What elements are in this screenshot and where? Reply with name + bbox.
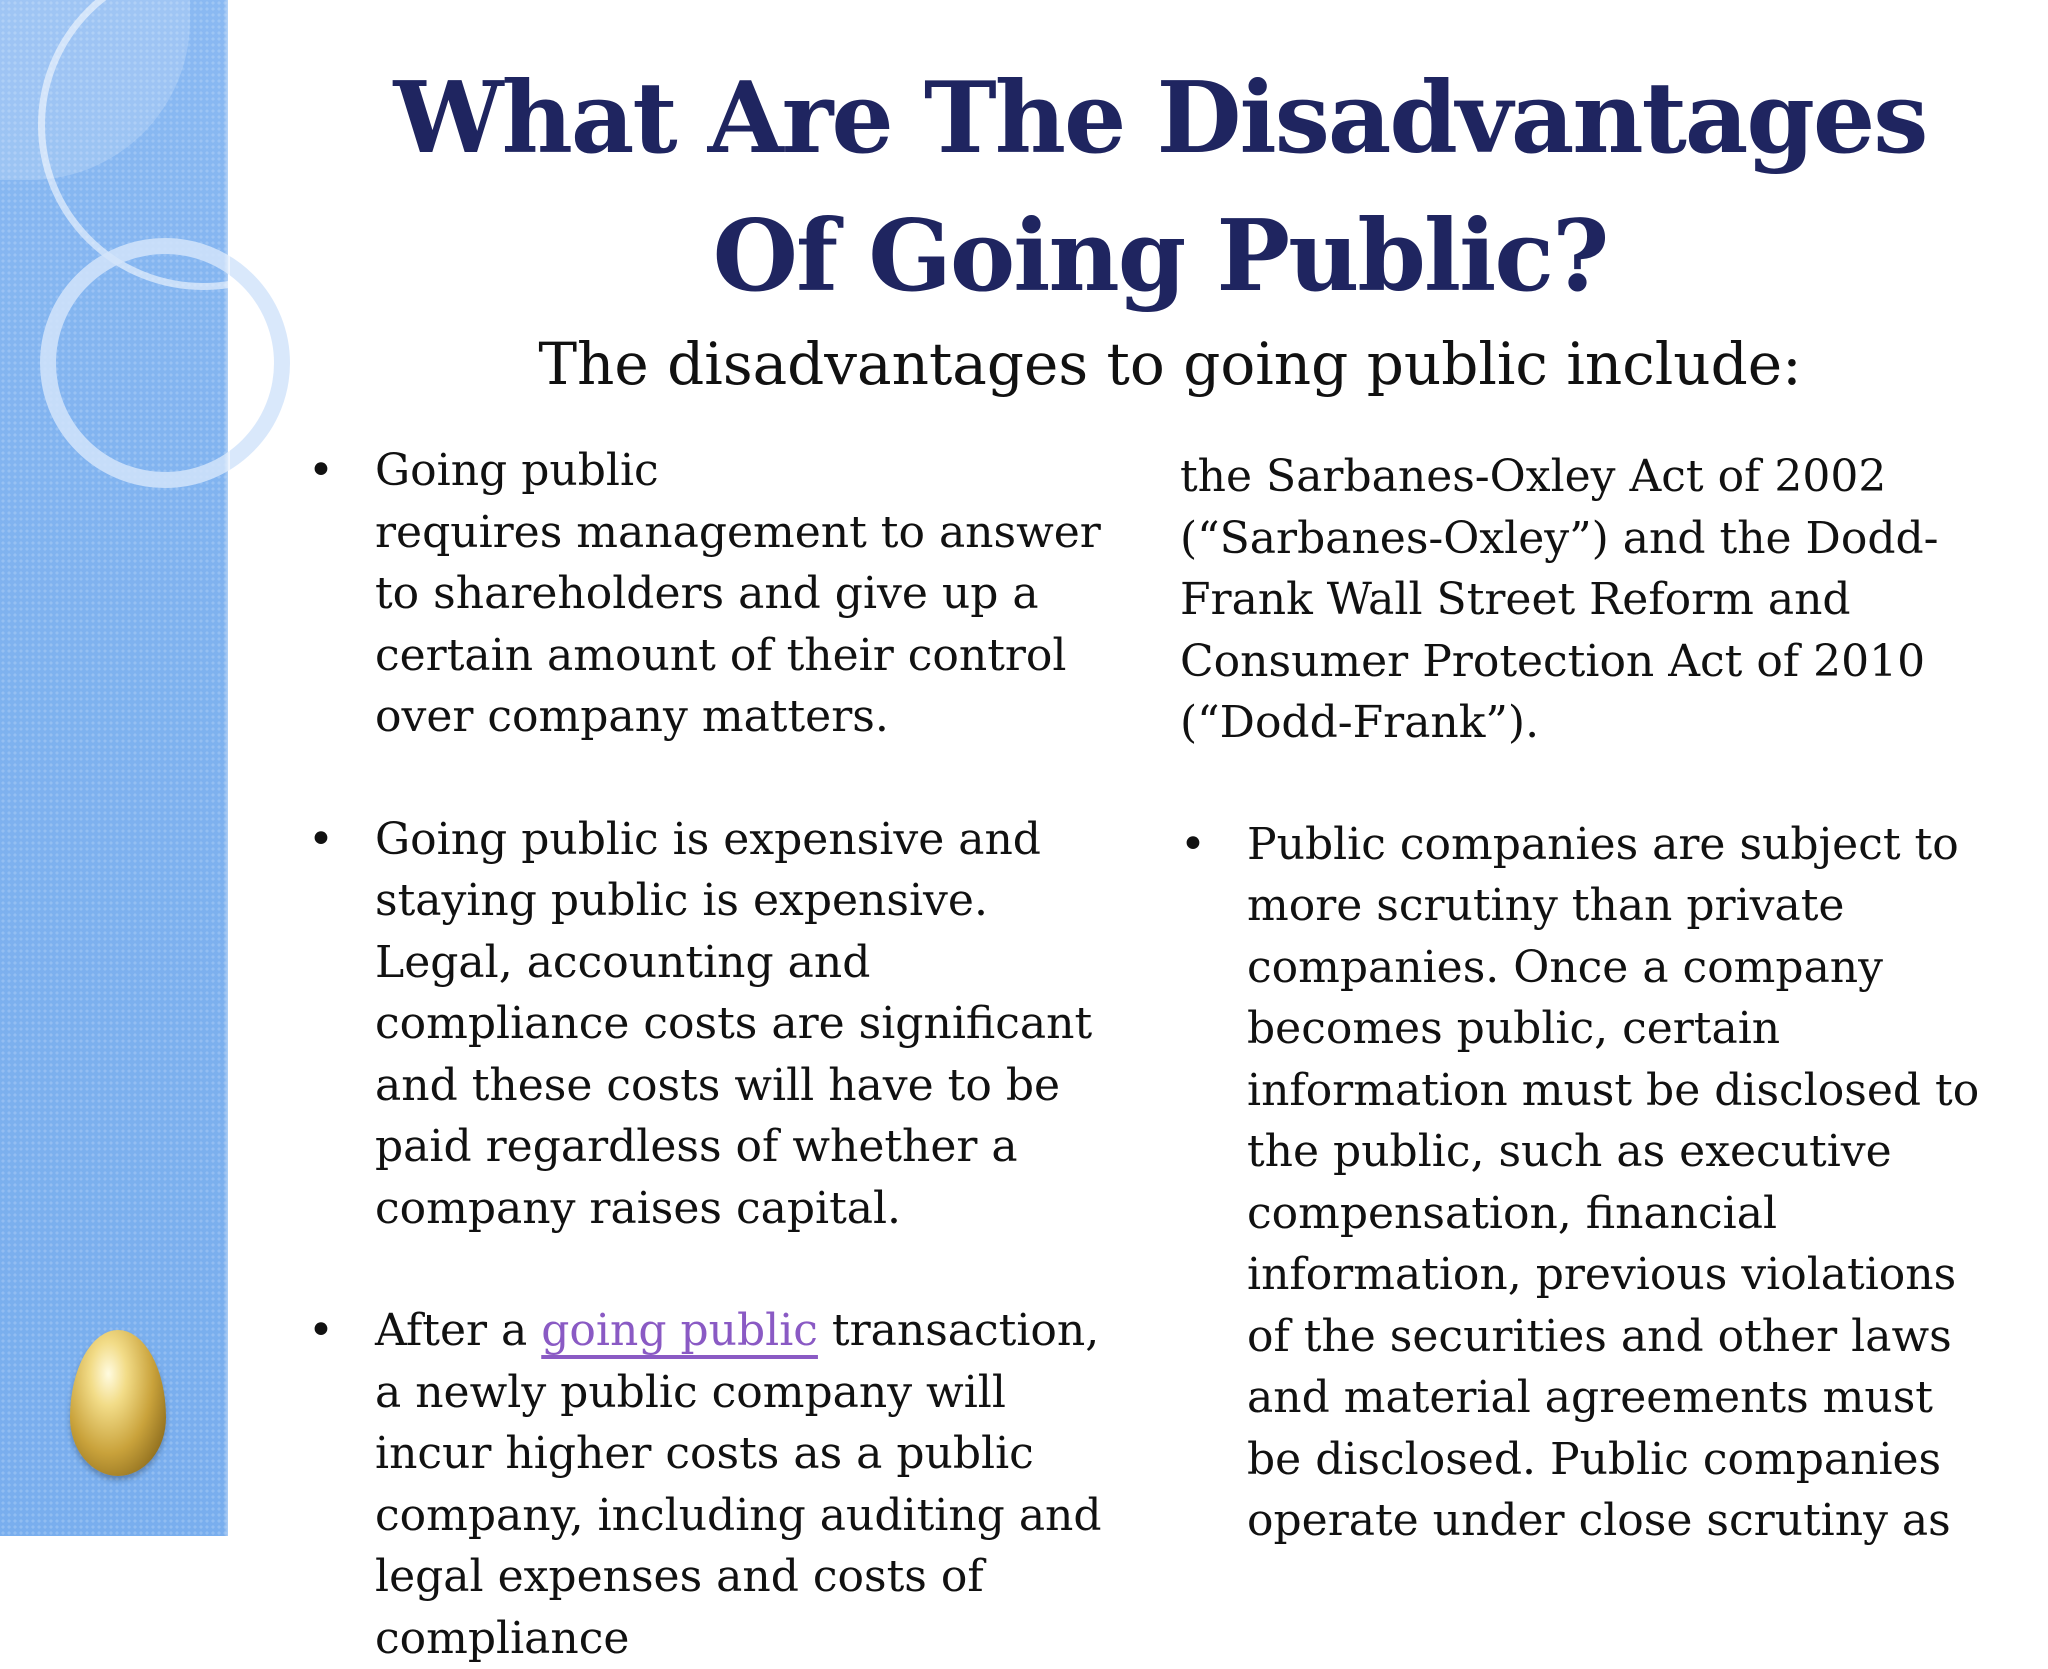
text-before-link: After a xyxy=(375,1305,542,1356)
bullet-icon: • xyxy=(308,445,334,496)
list-item-text: Public companies are subject to more scrutiny than private companies. Once a company becomes public, certain information must be disclosed to the public, such as executive compensation, financial information, previous violations of the securities and other laws and material agreements must be disclosed. Public companies operate under close scrutiny as xyxy=(1247,818,1980,1546)
decorative-ring-small xyxy=(40,238,290,488)
band-edge xyxy=(224,0,230,1536)
bullet-icon: • xyxy=(308,813,334,865)
slide-subtitle: The disadvantages to going public include: xyxy=(538,330,1802,398)
golden-egg-icon xyxy=(70,1330,166,1476)
text-after-link: transaction, a newly public company will incur higher costs as a public company, including auditing and legal expenses and costs of compliance xyxy=(375,1305,1102,1664)
list-item-text xyxy=(375,1300,1128,1669)
list-item-text: Going public is expensive and staying public is expensive. Legal, accounting and compliance costs are significant and these costs will have to be paid regardless of whether a company raises capital. xyxy=(375,813,1093,1234)
continued-text: the Sarbanes-Oxley Act of 2002 (“Sarbanes-Oxley”) and the Dodd-Frank Wall Street Reform and Consumer Protection Act of 2010 (“Dodd-Frank”). xyxy=(1180,451,1939,748)
list-item xyxy=(308,440,1128,748)
going-public-link[interactable]: going public xyxy=(541,1305,818,1356)
list-item xyxy=(308,809,1128,1240)
spacer xyxy=(308,748,1128,809)
list-item xyxy=(1180,814,2000,1552)
spacer xyxy=(1180,754,2000,814)
right-column xyxy=(1180,446,2000,1552)
bullet-icon: • xyxy=(1180,818,1206,870)
list-item-text-line1: Going public xyxy=(375,445,659,496)
list-item-text: requires management to answer to shareholders and give up a certain amount of their control over company matters. xyxy=(375,506,1101,742)
slide-title: What Are The Disadvantages Of Going Public? xyxy=(393,61,1927,314)
list-item xyxy=(308,1300,1128,1669)
decorative-side-band xyxy=(0,0,228,1536)
left-column xyxy=(308,440,1128,1669)
spacer xyxy=(308,1239,1128,1300)
bullet-icon: • xyxy=(308,1305,334,1356)
